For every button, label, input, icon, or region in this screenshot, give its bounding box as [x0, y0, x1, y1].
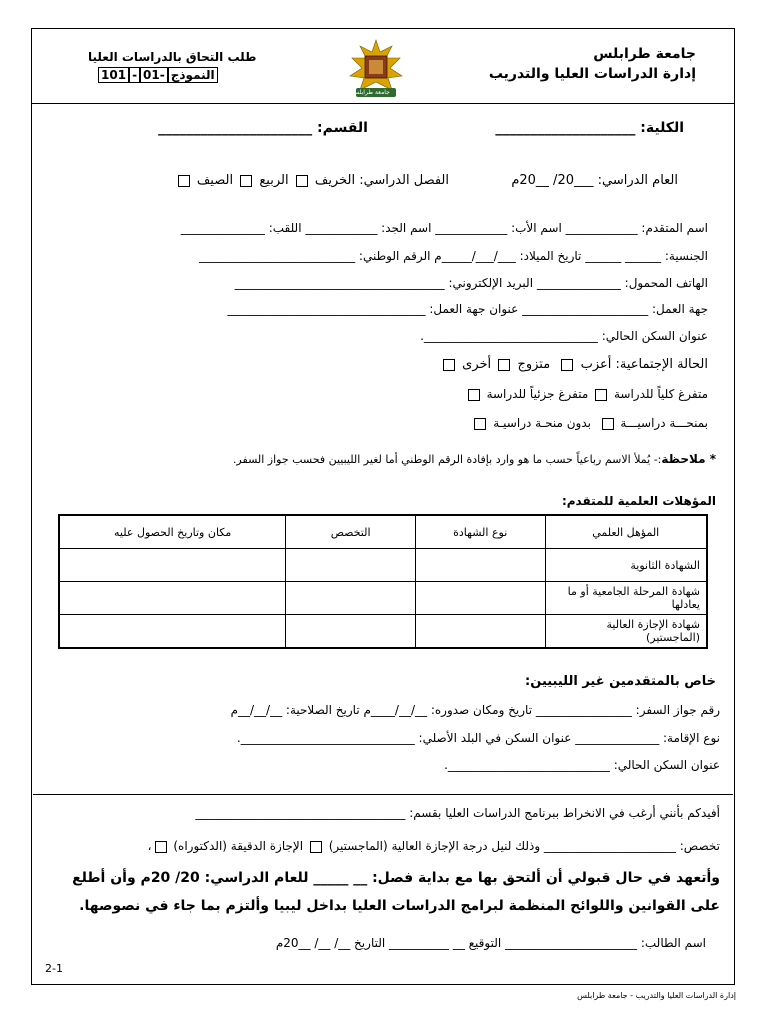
declaration-specialization-line: تخصص: ______________________ وذلك لنيل درجة الإجازة العالية (الماجستير) الإجازة الدقيقة (الدكتوراه) ،: [147, 839, 720, 853]
header-divider: [31, 103, 735, 104]
summer-checkbox[interactable]: [178, 175, 190, 187]
semester-row: [175, 173, 449, 188]
note: [233, 452, 716, 466]
residence-line[interactable]: نوع الإقامة: ______________ عنوان السكن في البلد الأصلي: _____________________________.: [236, 731, 720, 745]
other-checkbox[interactable]: [443, 359, 455, 371]
employer-line[interactable]: جهة العمل: _____________________ عنوان جهة العمل: _________________________________: [227, 302, 708, 316]
foreign-applicants-title: خاص بالمتقدمين غير الليبيين:: [525, 674, 716, 689]
table-cell[interactable]: [415, 615, 545, 649]
no-scholarship-label: بدون منحـة دراسيـة: [493, 416, 591, 430]
current-address-line[interactable]: عنوان السكن الحالي: _____________________________.: [420, 329, 708, 343]
form-title: طلب التحاق بالدراسات العليا: [88, 50, 257, 64]
married-checkbox[interactable]: [498, 359, 510, 371]
page-code: 2-1: [45, 962, 63, 975]
logo-caption: جامعة طرابلس: [352, 89, 390, 96]
declaration-program-line[interactable]: أفيدكم بأنني أرغب في الانخراط ببرنامج الدراسات العليا بقسم: ___________________________________: [195, 806, 720, 820]
table-cell[interactable]: [286, 615, 416, 649]
table-row: [59, 582, 707, 615]
table-cell[interactable]: [415, 549, 545, 582]
table-cell: شهادة الإجازة العالية (الماجستير): [545, 615, 707, 649]
note-text: :- يُملأ الاسم رباعياً حسب ما هو وارد بإفادة الرقم الوطني أما لغير الليبيين فحسب جواز السفر.: [232, 453, 662, 466]
summer-label: الصيف: [196, 173, 234, 188]
table-header-row: [59, 515, 707, 549]
other-label: أخرى: [462, 357, 492, 372]
table-cell[interactable]: [59, 549, 286, 582]
model-code: 101 - 01- النموذج: [98, 67, 218, 83]
scholarship-row: [471, 416, 708, 430]
table-cell[interactable]: [286, 582, 416, 615]
section-field[interactable]: القسم: ______________________: [158, 120, 368, 136]
passport-line[interactable]: رقم جواز السفر: ________________ تاريخ ومكان صدوره: __/__/____م تاريخ الصلاحية: __/__/__م: [230, 703, 720, 717]
table-cell[interactable]: [59, 615, 286, 649]
qualifications-table: [58, 514, 708, 649]
university-name: جامعة طرابلس: [593, 46, 696, 62]
department-name: إدارة الدراسات العليا والتدريب: [488, 66, 696, 82]
footer-credit: إدارة الدراسات العليا والتدريب - جامعة طرابلس: [577, 991, 736, 1000]
declaration-commitment-line[interactable]: وأتعهد في حال قبولي أن ألتحق بها مع بداية فصل: __ _____ للعام الدراسي: 20/ 20م وأن أطلع: [72, 870, 720, 886]
masters-checkbox[interactable]: [310, 841, 322, 853]
marital-status-row: [440, 357, 708, 372]
declaration-regulations-line: على القوانين واللوائح المنظمة لبرامج الدراسات العليا بداخل ليبيا وألتزم بما جاء في نصوصها.: [79, 898, 720, 914]
note-label: * ملاحظة: [661, 452, 716, 466]
spring-label: الربيع: [259, 173, 289, 188]
table-cell: الشهادة الثانوية: [545, 549, 707, 582]
qualifications-title: المؤهلات العلمية للمتقدم:: [561, 494, 716, 508]
full-time-checkbox[interactable]: [595, 389, 607, 401]
married-label: متزوج: [517, 357, 551, 372]
table-cell[interactable]: [415, 582, 545, 615]
spring-checkbox[interactable]: [240, 175, 252, 187]
column-header: المؤهل العلمي: [545, 515, 707, 549]
faculty-field[interactable]: الكلية: ____________________: [495, 120, 684, 136]
nationality-line[interactable]: الجنسية: ______ ______ تاريخ الميلاد: ___/___/_____م الرقم الوطني: __________________________: [199, 249, 708, 263]
specialization-text[interactable]: تخصص: ______________________ وذلك لنيل درجة الإجازة العالية (الماجستير): [328, 839, 720, 853]
foreign-current-address-line[interactable]: عنوان السكن الحالي: ___________________________.: [444, 758, 720, 772]
phd-checkbox[interactable]: [155, 841, 167, 853]
scholarship-label: بمنحـــة دراسيـــة: [620, 416, 708, 430]
table-row: [59, 615, 707, 649]
full-time-label: متفرغ كلياً للدراسة: [613, 387, 708, 401]
scholarship-checkbox[interactable]: [602, 418, 614, 430]
study-mode-row: [465, 387, 708, 401]
column-header: مكان وتاريخ الحصول عليه: [59, 515, 286, 549]
column-header: نوع الشهادة: [415, 515, 545, 549]
academic-year-field[interactable]: العام الدراسي: ___20/ __20م: [511, 173, 678, 188]
single-checkbox[interactable]: [561, 359, 573, 371]
phd-label: الإجازة الدقيقة (الدكتوراه): [173, 839, 304, 853]
part-time-checkbox[interactable]: [468, 389, 480, 401]
part-time-label: متفرغ جزئياً للدراسة: [486, 387, 589, 401]
table-cell[interactable]: [59, 582, 286, 615]
contact-line[interactable]: الهاتف المحمول: ______________ البريد الإلكتروني: ___________________________________: [234, 276, 708, 290]
column-header: التخصص: [286, 515, 416, 549]
table-row: [59, 549, 707, 582]
autumn-checkbox[interactable]: [296, 175, 308, 187]
semester-label: الفصل الدراسي: الخريف: [314, 173, 449, 188]
applicant-name-line[interactable]: اسم المتقدم: ____________ اسم الأب: ____________ اسم الجد: ____________ اللقب: ______________: [180, 221, 708, 235]
marital-label: الحالة الإجتماعية: أعزب: [580, 357, 708, 372]
no-scholarship-checkbox[interactable]: [474, 418, 486, 430]
table-cell[interactable]: [286, 549, 416, 582]
section-divider: [33, 794, 733, 795]
student-signature-line[interactable]: اسم الطالب: ______________________ التوقيع __ __________ التاريخ __/ __/ __20م: [275, 936, 706, 950]
table-cell: شهادة المرحلة الجامعية أو ما يعادلها: [545, 582, 707, 615]
